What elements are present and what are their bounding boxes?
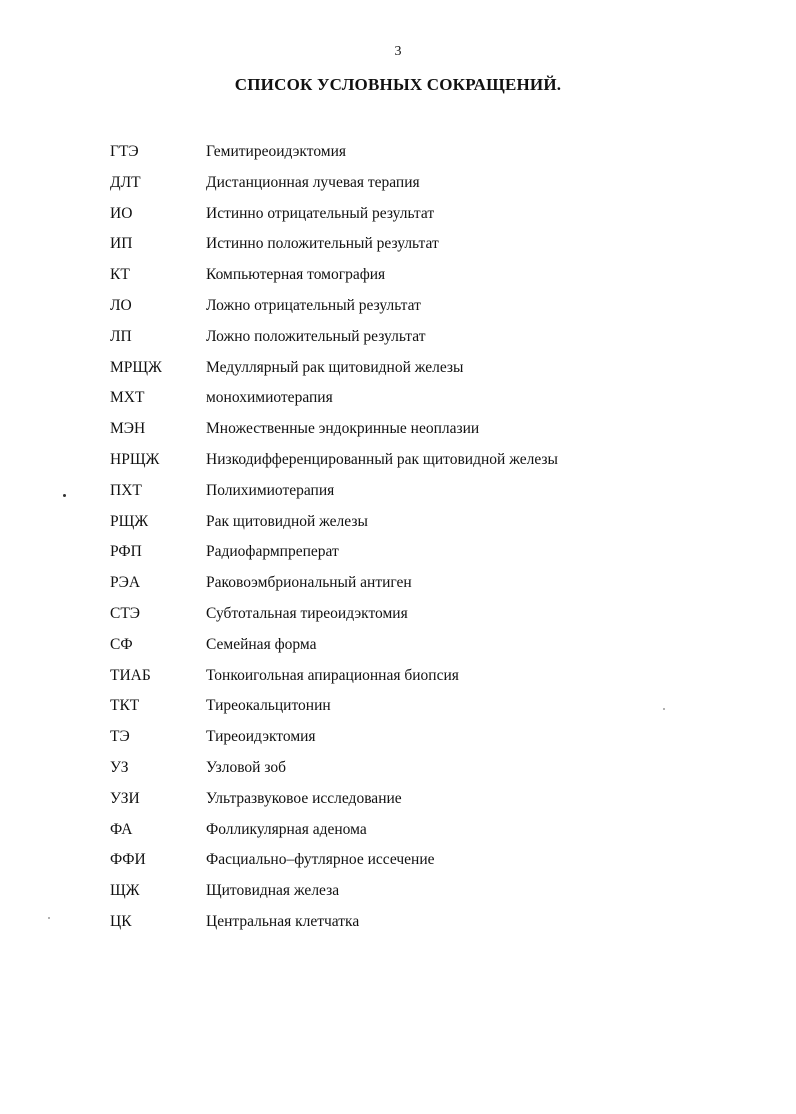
abbreviation-definition: Субтотальная тиреоидэктомия bbox=[206, 604, 408, 622]
abbreviation-term: ИО bbox=[110, 204, 133, 222]
abbreviation-definition: Низкодифференцированный рак щитовидной железы bbox=[206, 450, 558, 468]
abbreviation-row bbox=[110, 482, 710, 513]
abbreviation-row bbox=[110, 328, 710, 359]
abbreviation-term: МРЩЖ bbox=[110, 358, 162, 376]
abbreviation-row bbox=[110, 297, 710, 328]
abbreviation-definition: Полихимиотерапия bbox=[206, 481, 335, 499]
abbreviation-definition: Тиреокальцитонин bbox=[206, 697, 331, 715]
abbreviation-definition: Гемитиреоидэктомия bbox=[206, 143, 347, 160]
abbreviation-definition: Тиреоидэктомия bbox=[206, 728, 316, 746]
abbreviation-definition: Фолликулярная аденома bbox=[206, 820, 367, 838]
abbreviation-term: ФА bbox=[110, 820, 133, 838]
abbreviation-row bbox=[110, 513, 710, 544]
page-title: СПИСОК УСЛОВНЫХ СОКРАЩЕНИЙ. bbox=[234, 75, 562, 94]
abbreviation-definition: Компьютерная томография bbox=[206, 266, 386, 284]
abbreviation-row bbox=[110, 697, 710, 728]
abbreviation-term: ИП bbox=[110, 235, 133, 253]
abbreviation-row bbox=[110, 359, 710, 390]
abbreviation-definition: Истинно положительный результат bbox=[206, 235, 439, 253]
abbreviation-row bbox=[110, 574, 710, 605]
abbreviation-definition: монохимиотерапия bbox=[206, 389, 333, 407]
abbreviation-term: ЛП bbox=[110, 327, 132, 345]
abbreviation-definition: Семейная форма bbox=[206, 635, 317, 653]
scan-speck bbox=[48, 917, 50, 919]
abbreviation-row bbox=[110, 174, 710, 205]
abbreviation-term: РЭА bbox=[110, 574, 141, 592]
abbreviation-definition: Медуллярный рак щитовидной железы bbox=[206, 358, 464, 376]
abbreviation-list bbox=[110, 143, 710, 944]
abbreviation-definition: Раковоэмбриональный антиген bbox=[206, 574, 412, 592]
abbreviation-row bbox=[110, 759, 710, 790]
abbreviation-row bbox=[110, 235, 710, 266]
abbreviation-definition: Тонкоигольная апирационная биопсия bbox=[206, 666, 459, 684]
abbreviation-term: УЗ bbox=[110, 758, 129, 776]
abbreviation-term: МХТ bbox=[110, 389, 145, 407]
abbreviation-term: СТЭ bbox=[110, 604, 141, 622]
abbreviation-definition: Ложно отрицательный результат bbox=[206, 296, 421, 314]
abbreviation-term: ЦК bbox=[110, 912, 132, 930]
abbreviation-definition: Фасциально–футлярное иссечение bbox=[206, 851, 435, 869]
abbreviation-row bbox=[110, 821, 710, 852]
abbreviation-row bbox=[110, 605, 710, 636]
abbreviation-definition: Дистанционная лучевая терапия bbox=[206, 173, 420, 191]
abbreviation-term: СФ bbox=[110, 635, 133, 653]
abbreviation-definition: Центральная клетчатка bbox=[206, 912, 360, 930]
abbreviation-row bbox=[110, 667, 710, 698]
abbreviation-definition: Щитовидная железа bbox=[206, 882, 340, 900]
abbreviation-term: ГТЭ bbox=[110, 143, 139, 160]
abbreviation-term: УЗИ bbox=[110, 789, 140, 807]
abbreviation-term: ЛО bbox=[110, 296, 132, 314]
abbreviation-term: МЭН bbox=[110, 420, 146, 438]
scan-speck bbox=[63, 494, 66, 497]
abbreviation-term: ТИАБ bbox=[110, 666, 151, 684]
abbreviation-definition: Узловой зоб bbox=[206, 758, 287, 776]
page-number: 3 bbox=[394, 44, 402, 59]
abbreviation-term: ТКТ bbox=[110, 697, 140, 715]
abbreviation-row bbox=[110, 882, 710, 913]
abbreviation-row bbox=[110, 266, 710, 297]
abbreviation-row bbox=[110, 543, 710, 574]
abbreviation-row bbox=[110, 913, 710, 944]
abbreviation-definition: Множественные эндокринные неоплазии bbox=[206, 420, 480, 438]
abbreviation-term: ЩЖ bbox=[110, 882, 140, 900]
abbreviation-definition: Истинно отрицательный результат bbox=[206, 204, 435, 222]
abbreviation-row bbox=[110, 851, 710, 882]
abbreviation-row bbox=[110, 389, 710, 420]
abbreviation-row bbox=[110, 143, 710, 174]
abbreviation-term: ДЛТ bbox=[110, 173, 141, 191]
abbreviation-term: КТ bbox=[110, 266, 130, 284]
abbreviation-definition: Ложно положительный результат bbox=[206, 327, 426, 345]
abbreviation-term: НРЩЖ bbox=[110, 450, 160, 468]
abbreviation-term: ФФИ bbox=[110, 851, 146, 869]
abbreviation-term: РЩЖ bbox=[110, 512, 149, 530]
abbreviation-term: РФП bbox=[110, 543, 142, 561]
abbreviation-definition: Ультразвуковое исследование bbox=[206, 789, 402, 807]
abbreviation-row bbox=[110, 790, 710, 821]
scan-speck bbox=[663, 708, 665, 710]
abbreviation-term: ТЭ bbox=[110, 728, 130, 746]
abbreviation-row bbox=[110, 728, 710, 759]
abbreviation-definition: Радиофармпреперат bbox=[206, 543, 339, 561]
abbreviation-row bbox=[110, 420, 710, 451]
abbreviation-definition: Рак щитовидной железы bbox=[206, 512, 368, 530]
abbreviation-row bbox=[110, 636, 710, 667]
abbreviation-term: ПХТ bbox=[110, 481, 142, 499]
abbreviation-row bbox=[110, 205, 710, 236]
abbreviation-row bbox=[110, 451, 710, 482]
